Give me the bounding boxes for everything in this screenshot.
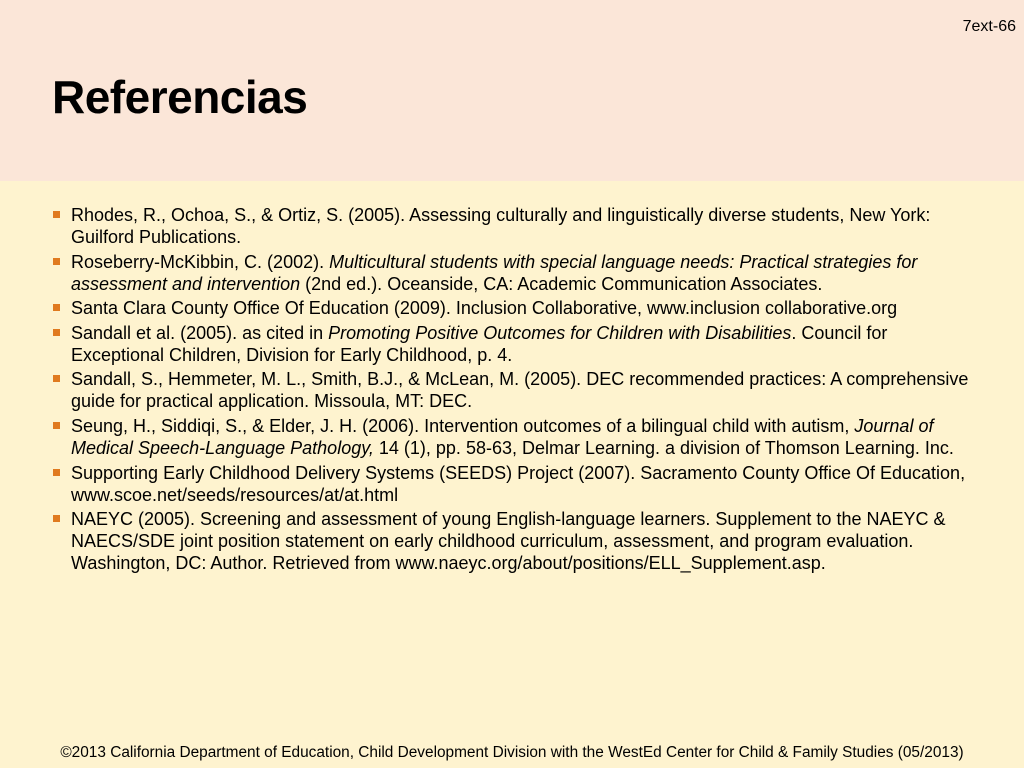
reference-item — [52, 415, 982, 459]
reference-text: Rhodes, R., Ochoa, S., & Ortiz, S. (2005). Assessing culturally and linguistically diverse students, New York: Guilford Publications. — [71, 205, 931, 247]
slide-title: Referencias — [52, 71, 308, 123]
reference-italic-title: Promoting Positive Outcomes for Children with Disabilities — [328, 322, 792, 343]
reference-text: Santa Clara County Office Of Education (2009). Inclusion Collaborative, www.inclusion collaborative.org — [71, 298, 898, 319]
square-bullet-icon — [53, 515, 60, 522]
square-bullet-icon — [53, 211, 60, 218]
reference-item — [52, 508, 982, 574]
square-bullet-icon — [53, 375, 60, 382]
square-bullet-icon — [53, 304, 60, 311]
reference-item — [52, 368, 982, 412]
reference-text-end: . Council for Exceptional Children, Division for Early Childhood, p. 4. — [71, 322, 888, 365]
reference-item — [52, 322, 982, 366]
slide-number: 7ext-66 — [962, 18, 1016, 35]
reference-italic-title: Journal of Medical Speech-Language Pathology, — [71, 415, 934, 458]
square-bullet-icon — [53, 258, 60, 265]
square-bullet-icon — [53, 469, 60, 476]
slide-header — [0, 0, 1024, 181]
square-bullet-icon — [53, 422, 60, 429]
reference-item — [52, 204, 982, 248]
reference-text-end: (2nd ed.). Oceanside, CA: Academic Communication Associates. — [300, 273, 823, 294]
reference-item — [52, 251, 982, 295]
reference-text: Sandall et al. (2005). as cited in — [71, 322, 329, 343]
reference-text: Roseberry-McKibbin, C. (2002). — [71, 251, 330, 272]
copyright-footer: ©2013 California Department of Education, Child Development Division with the WestEd Center for Child & Family Studies (05/2013) — [60, 744, 964, 761]
square-bullet-icon — [53, 329, 60, 336]
reference-text-end: 14 (1), pp. 58-63, Delmar Learning. a division of Thomson Learning. Inc. — [373, 437, 954, 458]
reference-text: NAEYC (2005). Screening and assessment of young English-language learners. Supplement to the NAEYC & NAECS/SDE joint position statement on early childhood curriculum, assessment, and program evaluation. Washington, DC: Author. Retrieved from www.naeyc.org/about/positions/ELL_Supplement.asp. — [71, 509, 946, 574]
slide-content — [52, 204, 982, 577]
reference-text: Supporting Early Childhood Delivery Systems (SEEDS) Project (2007). Sacramento County Office Of Education, www.scoe.net/seeds/resources/at/at.html — [71, 462, 966, 505]
reference-text: Seung, H., Siddiqi, S., & Elder, J. H. (2006). Intervention outcomes of a bilingual child with autism, — [71, 415, 855, 436]
reference-text: Sandall, S., Hemmeter, M. L., Smith, B.J., & McLean, M. (2005). DEC recommended practices: A comprehensive guide for practical application. Missoula, MT: DEC. — [71, 369, 969, 412]
reference-item — [52, 297, 982, 319]
reference-italic-title: Multicultural students with special language needs: Practical strategies for assessment and intervention — [71, 251, 918, 294]
reference-list — [52, 204, 982, 574]
reference-item — [52, 462, 982, 506]
